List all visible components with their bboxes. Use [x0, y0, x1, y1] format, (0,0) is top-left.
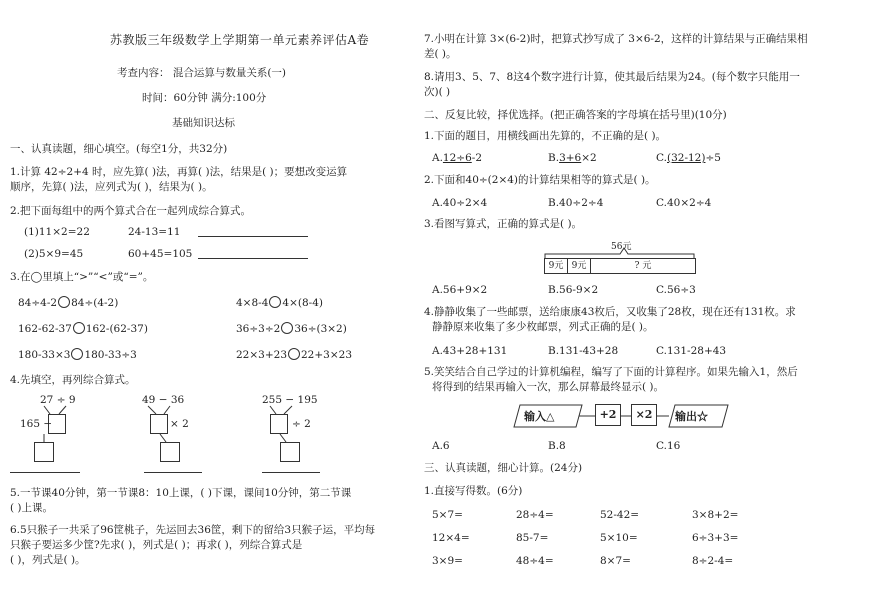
q4-d3-op: ÷ 2	[292, 418, 311, 430]
s2-q1-a[interactable]: A.12÷6-2	[432, 152, 482, 164]
q2-row2-a: (2)5×9=45	[24, 248, 84, 260]
s2-q4-a[interactable]: A.43+28+131	[432, 345, 508, 357]
calc-r3-c1[interactable]: 3×9=	[432, 555, 463, 567]
s2-q3-c[interactable]: C.56÷3	[656, 284, 696, 296]
q8-line2: 次)( )	[424, 86, 451, 98]
q6-line3: ( )，列式是( )。	[10, 554, 86, 566]
calc-r2-c2[interactable]: 85-7=	[516, 532, 549, 544]
q4-d1-top: 27 ÷ 9	[40, 394, 76, 406]
compare-circle[interactable]	[71, 348, 83, 360]
s2-q2-b[interactable]: B.40÷2÷4	[548, 197, 604, 209]
q3-item-4: 36÷3÷2 36÷(3×2)	[236, 323, 347, 335]
q2-row1-a: (1)11×2=22	[24, 226, 90, 238]
compare-circle[interactable]	[58, 296, 70, 308]
s2-q3-seg-1: 9元	[545, 259, 568, 273]
calc-r2-c1[interactable]: 12×4=	[432, 532, 470, 544]
s2-q3-bar	[544, 258, 696, 274]
q1-line1: 1.计算 42÷2+4 时，应先算( )法，再算( )法，结果是( )；要想改变运算	[10, 166, 348, 178]
s2-q3-a[interactable]: A.56+9×2	[432, 284, 488, 296]
exam-content: 考查内容： 混合运算与数量关系(一)	[117, 67, 287, 79]
s2-q4-b[interactable]: B.131-43+28	[548, 345, 619, 357]
section3-heading: 三、认真读题，细心计算。(24分)	[424, 462, 583, 474]
s2-q3-b[interactable]: B.56-9×2	[548, 284, 599, 296]
q3-item-5: 180-33×3 180-33÷3	[18, 349, 137, 361]
s2-q1-c[interactable]: C.(32-12)÷5	[656, 152, 721, 164]
s2-q5-line2: 将得到的结果再输入一次，那么屏幕最终显示( )。	[432, 381, 665, 393]
q4-d3-lines	[262, 402, 342, 472]
q4-d2-op: × 2	[170, 418, 189, 430]
q3-item-2: 4×8-4 4×(8-4)	[236, 297, 323, 309]
q2-answer-line-2	[198, 258, 308, 259]
exam-title: 苏教版三年级数学上学期第一单元素养评估A卷	[110, 33, 370, 47]
q7-line1: 7.小明在计算 3×(6-2)时，把算式抄写成了 3×6-2，这样的计算结果与正确结果相	[424, 33, 808, 45]
q3-text: 3.在◯里填上“>”“<”或“=”。	[10, 271, 154, 283]
s2-q5-a[interactable]: A.6	[432, 440, 450, 452]
calc-r1-c1[interactable]: 5×7=	[432, 509, 463, 521]
q4-d2-box-1[interactable]	[150, 414, 168, 434]
q4-d1-left: 165 −	[20, 418, 53, 430]
compare-circle[interactable]	[288, 348, 300, 360]
q2-answer-line-1	[198, 236, 308, 237]
flow-input: 输入△	[524, 410, 555, 423]
q1-line2: 顺序，先算( )法，应列式为( )，结果为( )。	[10, 181, 213, 193]
calc-r2-c3[interactable]: 5×10=	[600, 532, 638, 544]
s2-q2-text: 2.下面和40÷(2×4)的计算结果相等的算式是( )。	[424, 174, 656, 186]
q4-d1-answer-line	[10, 472, 80, 473]
calc-r3-c3[interactable]: 8×7=	[600, 555, 631, 567]
q4-d1-box-2[interactable]	[34, 442, 54, 462]
s2-q4-c[interactable]: C.131-28+43	[656, 345, 727, 357]
q3-item-1: 84÷4-2 84÷(4-2)	[18, 297, 119, 309]
q2-row1-b: 24-13=11	[128, 226, 181, 238]
q5-line1: 5.一节课40分钟，第一节课8：10上课，( )下课，课间10分钟，第二节课	[10, 487, 352, 499]
q4-d3-top: 255 − 195	[262, 394, 318, 406]
calc-r3-c4[interactable]: 8÷2-4=	[692, 555, 734, 567]
q7-line2: 差( )。	[424, 48, 457, 60]
flow-output: 输出☆	[675, 410, 708, 423]
s2-q3-text: 3.看图写算式，正确的算式是( )。	[424, 218, 583, 230]
q2-text: 2.把下面每组中的两个算式合在一起列成综合算式。	[10, 205, 252, 217]
exam-subtitle: 基础知识达标	[172, 117, 235, 129]
q8-line1: 8.请用3、5、7、8这4个数字进行计算，使其最后结果为24。(每个数字只能用一	[424, 71, 800, 83]
s2-q5-line1: 5.笑笑结合自己学过的计算机编程，编写了下面的计算程序。如果先输入1，然后	[424, 366, 798, 378]
s2-q5-b[interactable]: B.8	[548, 440, 566, 452]
compare-circle[interactable]	[269, 296, 281, 308]
q3-item-6: 22×3+23 22+3×23	[236, 349, 352, 361]
q2-row2-b: 60+45=105	[128, 248, 193, 260]
s2-q3-seg-2: 9元	[568, 259, 591, 273]
s3-sub: 1.直接写得数。(6分)	[424, 485, 523, 497]
compare-circle[interactable]	[281, 322, 293, 334]
q6-line1: 6.5只猴子一共采了96筐桃子，先运回去36筐，剩下的留给3只猴子运，平均每	[10, 524, 376, 536]
q3-item-3: 162-62-37 162-(62-37)	[18, 323, 148, 335]
s2-q4-line2: 静静原来收集了多少枚邮票，列式正确的是( )。	[432, 321, 654, 333]
compare-circle[interactable]	[73, 322, 85, 334]
s2-q2-a[interactable]: A.40÷2×4	[432, 197, 488, 209]
s2-q4-line1: 4.静静收集了一些邮票，送给康康43枚后，又收集了28枚，现在还有131枚。求	[424, 306, 796, 318]
q4-d3-answer-line	[262, 472, 320, 473]
q4-text: 4.先填空，再列综合算式。	[10, 374, 136, 386]
q4-d2-lines	[142, 402, 222, 472]
calc-r1-c3[interactable]: 52-42=	[600, 509, 640, 521]
q5-line2: ( )上课。	[10, 502, 54, 514]
s2-q1-text: 1.下面的题目，用横线画出先算的，不正确的是( )。	[424, 130, 667, 142]
section2-heading: 二、反复比较，择优选择。(把正确答案的字母填在括号里)(10分)	[424, 109, 727, 121]
section1-heading: 一、认真读题，细心填空。(每空1分，共32分)	[10, 143, 228, 155]
q4-d2-box-2[interactable]	[160, 442, 180, 462]
flow-add: +2	[595, 404, 621, 426]
calc-r1-c4[interactable]: 3×8+2=	[692, 509, 739, 521]
q4-d2-top: 49 − 36	[142, 394, 185, 406]
s2-q2-c[interactable]: C.40×2÷4	[656, 197, 712, 209]
exam-time: 时间：60分钟 满分:100分	[142, 92, 267, 104]
s2-q5-c[interactable]: C.16	[656, 440, 681, 452]
q4-d3-box-1[interactable]	[270, 414, 288, 434]
flow-mul: ×2	[631, 404, 657, 426]
calc-r2-c4[interactable]: 6÷3+3=	[692, 532, 739, 544]
s2-q3-seg-unknown: ? 元	[634, 261, 652, 271]
q6-line2: 只猴子要运多少筐?先求( )，列式是( )；再求( )，列综合算式是	[10, 539, 303, 551]
calc-r1-c2[interactable]: 28÷4=	[516, 509, 554, 521]
q4-d3-box-2[interactable]	[280, 442, 300, 462]
calc-r3-c2[interactable]: 48÷4=	[516, 555, 554, 567]
q4-d2-answer-line	[144, 472, 202, 473]
s2-q3-total: 56元	[611, 242, 632, 252]
s2-q1-b[interactable]: B.3+6×2	[548, 152, 597, 164]
